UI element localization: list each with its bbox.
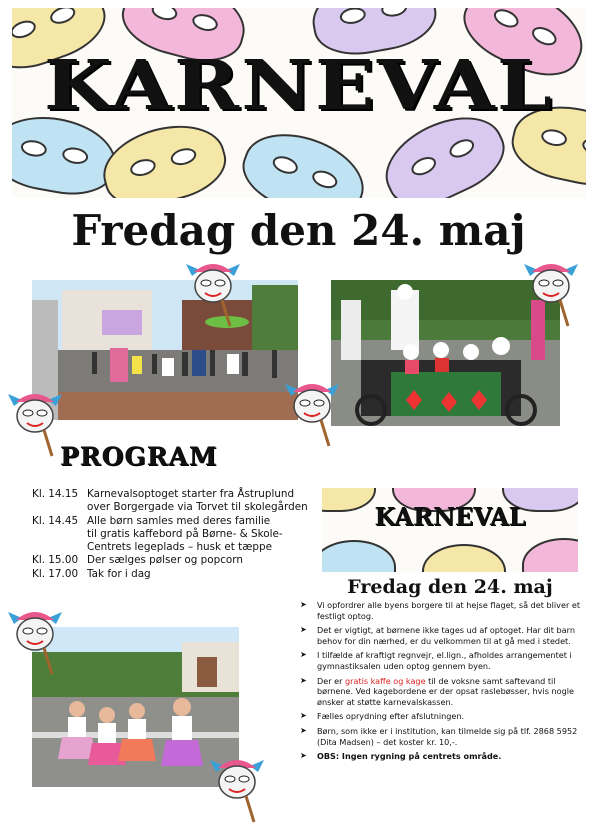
bullet-text: Der er [317, 675, 345, 686]
flyer-date: Fredag den 24. maj [347, 576, 553, 598]
program-row [32, 515, 317, 528]
program-row [32, 541, 317, 554]
program-description: Der sælges pølser og popcorn [87, 554, 243, 567]
header-banner [12, 8, 586, 198]
carnival-mask-icon [8, 388, 62, 458]
info-bullet [300, 711, 582, 722]
carnival-mask-icon [524, 258, 578, 328]
banner-title: KARNEVAL [43, 46, 555, 126]
program-row [32, 554, 317, 567]
bullet-text: Børn, som ikke er i institution, kan tilmelde sig på tlf. 2868 5952 (Dita Madsen) – det koster kr. 10,-. [317, 725, 578, 747]
program-time: Kl. 15.00 [32, 554, 79, 567]
info-bullet [300, 751, 582, 762]
program-row [32, 528, 317, 541]
program-description: Karnevalsoptoget starter fra Åstruplund [87, 488, 295, 500]
bullet-text: I tilfælde af kraftigt regnvejr, el.lign., afholdes arrangementet i gymnastiksalen uden optog gennem byen. [317, 650, 572, 671]
program-time: Kl. 17.00 [32, 567, 79, 580]
date-headline: Fredag den 24. maj [71, 206, 526, 255]
flyer-banner [322, 488, 578, 572]
program-time [32, 541, 87, 554]
info-bullet [300, 726, 582, 747]
arrow-bullet-icon: ➤ [300, 675, 307, 685]
flyer-title: KARNEVAL [374, 502, 526, 531]
program-description: over Borgergade via Torvet til skolegården [87, 501, 308, 514]
carnival-mask-icon [285, 378, 339, 448]
mask-decoration-icon [522, 538, 578, 572]
arrow-bullet-icon: ➤ [300, 600, 307, 609]
arrow-bullet-icon: ➤ [300, 751, 307, 761]
program-description: Tak for i dag [87, 567, 151, 580]
program-time: Kl. 14.15 [32, 488, 79, 500]
info-bullet [300, 625, 582, 646]
program-table [32, 488, 317, 581]
bullet-text: OBS: Ingen rygning på centrets område. [317, 751, 502, 762]
mask-decoration-icon [422, 544, 506, 572]
program-description: Alle børn samles med deres familie [87, 514, 271, 527]
carnival-mask-icon [8, 606, 62, 676]
bullet-text: til de voksne samt saftevand til børnene. Ved kagebordene er der opsat raslebøsser, hvis nogle ønsker at støtte karnevalskassen. [317, 675, 574, 707]
mask-decoration-icon [233, 119, 375, 198]
arrow-bullet-icon: ➤ [300, 711, 307, 721]
program-time [32, 501, 87, 514]
costume-girls-photo [32, 627, 239, 787]
program-description: til gratis kaffebord på Børne- & Skole- [87, 527, 283, 540]
info-bullet-list [300, 600, 582, 766]
program-row [32, 488, 317, 501]
info-bullet [300, 600, 582, 621]
arrow-bullet-icon: ➤ [300, 650, 307, 660]
mask-decoration-icon [322, 540, 396, 572]
program-row [32, 568, 317, 581]
carnival-mask-icon [210, 754, 264, 824]
program-row [32, 501, 317, 514]
arrow-bullet-icon: ➤ [300, 625, 307, 635]
program-time [32, 528, 87, 541]
parade-photo [32, 280, 298, 420]
arrow-bullet-icon: ➤ [300, 725, 307, 735]
program-description: Centrets legeplads – husk et tæppe [87, 541, 272, 554]
bullet-highlight: gratis kaffe og kage [345, 675, 426, 686]
program-time: Kl. 14.45 [32, 514, 79, 527]
program-title: PROGRAM [60, 442, 218, 471]
carnival-mask-icon [186, 258, 240, 328]
info-bullet [300, 650, 582, 671]
bullet-text: Det er vigtigt, at børnene ikke tages ud af optoget. Har dit barn behov for din nærhed, er du velkommen til at gå med i stedet. [317, 625, 575, 646]
bullet-text: Vi opfordrer alle byens borgere til at hejse flaget, så det bliver et festligt optog. [317, 600, 580, 621]
info-bullet [300, 676, 582, 708]
bullet-text: Fælles oprydning efter afslutningen. [317, 711, 465, 722]
